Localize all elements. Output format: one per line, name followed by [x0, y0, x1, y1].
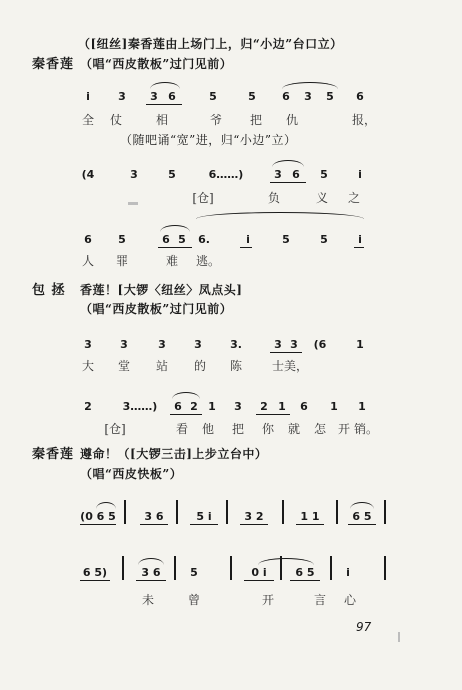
- lyric: 之: [347, 191, 360, 205]
- note: 5: [320, 233, 328, 246]
- note: 3: [304, 90, 312, 103]
- note: 3 2: [244, 510, 264, 523]
- lyric: 报，: [352, 113, 377, 127]
- note: i: [246, 233, 250, 246]
- note: 6: [168, 90, 176, 103]
- note: 5: [248, 90, 256, 103]
- lyric: 怎: [313, 422, 326, 436]
- note: i: [346, 566, 350, 579]
- dialogue-prefix: 遵命！: [80, 447, 118, 461]
- lyric: 人: [81, 254, 94, 268]
- lyric: 把: [249, 113, 262, 127]
- lyric: 言: [313, 593, 326, 607]
- note: 1: [358, 400, 366, 413]
- dialogue-prefix: 香莲！: [80, 283, 118, 297]
- lyric: 仗: [109, 113, 122, 127]
- note: 6 5: [295, 566, 315, 579]
- lyric: 把: [231, 422, 244, 436]
- lyric: 你: [261, 422, 274, 436]
- note: 3: [234, 400, 242, 413]
- stage-direction: [大锣〈纽丝〉凤点头]: [117, 283, 243, 297]
- lyric: 他: [201, 422, 214, 436]
- note: 6: [356, 90, 364, 103]
- lyric: 逃。: [196, 254, 221, 268]
- note: 6 5: [352, 510, 372, 523]
- note: 5: [320, 168, 328, 181]
- lyric: [仓]: [104, 422, 126, 436]
- note: 1: [330, 400, 338, 413]
- print-smudge: [128, 202, 138, 205]
- lyric: 未: [141, 593, 154, 607]
- page-number: 97: [356, 620, 372, 634]
- note: 3: [120, 338, 128, 351]
- note: 6 5): [82, 566, 108, 579]
- note: 3 6: [141, 566, 161, 579]
- lyric: 开: [261, 593, 274, 607]
- note: 6: [162, 233, 170, 246]
- lyric: 罪: [115, 254, 128, 268]
- note: i: [358, 168, 362, 181]
- note: 5: [209, 90, 217, 103]
- lyric: 仇: [285, 113, 298, 127]
- note: 3: [84, 338, 92, 351]
- stage-direction-line: [80, 448, 267, 460]
- note: 1: [356, 338, 364, 351]
- lyric: 就: [287, 422, 300, 436]
- note: 3: [274, 338, 282, 351]
- stage-direction: （唱“西皮散板”过门见前）: [80, 57, 233, 71]
- print-smudge: [398, 632, 400, 642]
- lyric: [仓]: [192, 191, 214, 205]
- note: i: [358, 233, 362, 246]
- role-name: 秦香莲: [32, 57, 75, 72]
- note: 5: [282, 233, 290, 246]
- note: 2: [190, 400, 198, 413]
- note: 1: [208, 400, 216, 413]
- note: 5 i: [196, 510, 212, 523]
- stage-direction: （[纽丝]秦香莲由上场门上，归“小边”台口立）: [78, 37, 343, 51]
- note: (4: [81, 168, 95, 181]
- note: 5: [168, 168, 176, 181]
- lyric: 难: [165, 254, 178, 268]
- note: 5: [178, 233, 186, 246]
- note: 3: [290, 338, 298, 351]
- note: 3: [158, 338, 166, 351]
- lyric: 的: [193, 359, 206, 373]
- lyric: 堂: [117, 359, 130, 373]
- note: 2: [84, 400, 92, 413]
- note: 5: [118, 233, 126, 246]
- note: 3: [194, 338, 202, 351]
- note: 3 6: [144, 510, 164, 523]
- lyric: 全: [81, 113, 94, 127]
- note: 6: [300, 400, 308, 413]
- note: 3: [118, 90, 126, 103]
- note: 3……): [122, 400, 158, 413]
- lyric: 爷: [209, 113, 222, 127]
- stage-direction: （唱“西皮散板”过门见前）: [80, 302, 233, 316]
- lyric: 曾: [187, 593, 200, 607]
- note: 6.: [198, 233, 210, 246]
- stage-direction: （[大锣三击]上步立台中）: [117, 447, 268, 461]
- lyric: 看: [175, 422, 188, 436]
- lyric: 义: [315, 191, 328, 205]
- role-name: 秦香莲: [32, 447, 75, 462]
- note: 6……): [208, 168, 244, 181]
- note: 6: [174, 400, 182, 413]
- lyric: 相: [155, 113, 168, 127]
- note: 3.: [230, 338, 242, 351]
- stage-direction-line: [80, 284, 242, 296]
- note: 5: [190, 566, 198, 579]
- role-name: 包 拯: [32, 283, 66, 298]
- stage-direction: （唱“西皮快板”）: [80, 467, 183, 481]
- note: 6: [84, 233, 92, 246]
- note: 2: [260, 400, 268, 413]
- note: (6: [313, 338, 327, 351]
- note: 3: [130, 168, 138, 181]
- lyric: 站: [155, 359, 168, 373]
- lyric: 陈: [229, 359, 242, 373]
- note: i: [86, 90, 90, 103]
- note: 0 i: [251, 566, 267, 579]
- lyric: 大: [81, 359, 94, 373]
- note: 6: [282, 90, 290, 103]
- lyric: 士美，: [271, 359, 308, 373]
- note: 6: [292, 168, 300, 181]
- stage-direction: （随吧诵“宽”进，归“小边”立）: [120, 133, 297, 147]
- lyric: 心: [343, 593, 356, 607]
- lyric: 负: [267, 191, 280, 205]
- note: 1 1: [300, 510, 320, 523]
- note: 5: [326, 90, 334, 103]
- note: (0 6 5: [80, 510, 116, 523]
- lyric: 开: [337, 422, 350, 436]
- lyric: 销。: [354, 422, 379, 436]
- note: 3: [150, 90, 158, 103]
- note: 1: [278, 400, 286, 413]
- note: 3: [274, 168, 282, 181]
